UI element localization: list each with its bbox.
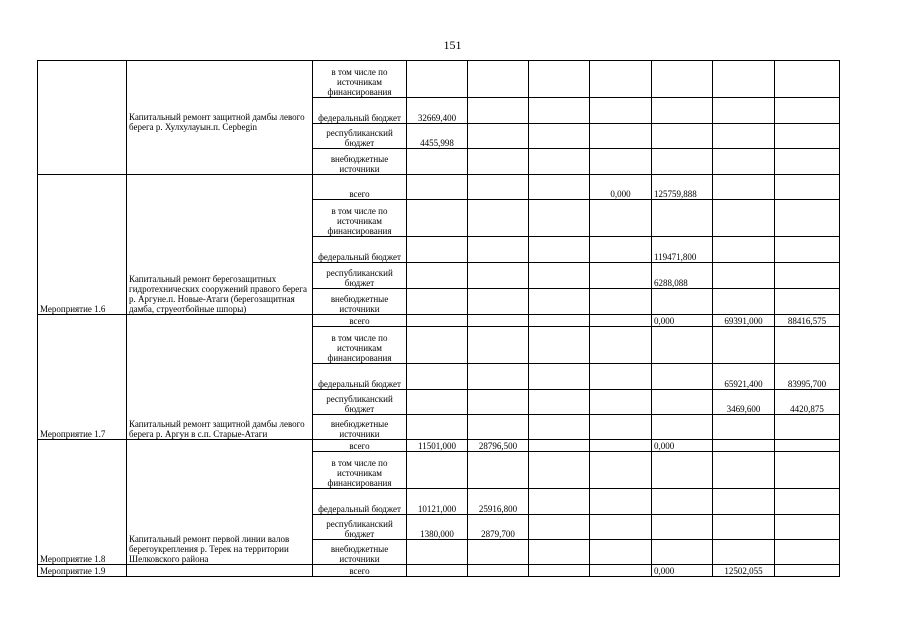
value-cell	[529, 237, 590, 263]
source-label: в том числе по источникам финансирования	[313, 61, 407, 98]
event-name-cell: Капитальный ремонт защитной дамбы левого берега р. Хулхулауын.п. Серbegin	[127, 61, 313, 175]
value-cell	[652, 124, 713, 149]
event-label: Мероприятие 1.8	[38, 440, 127, 565]
value-cell	[590, 540, 652, 565]
value-cell	[468, 61, 529, 98]
value-cell	[590, 489, 652, 515]
source-label: федеральный бюджет	[313, 237, 407, 263]
source-label: федеральный бюджет	[313, 98, 407, 124]
value-cell	[468, 175, 529, 200]
value-cell	[775, 237, 840, 263]
source-label: республиканский бюджет	[313, 515, 407, 540]
value-cell	[775, 124, 840, 149]
value-cell	[590, 390, 652, 415]
value-cell	[529, 149, 590, 175]
table-row	[38, 440, 840, 452]
value-cell	[713, 124, 775, 149]
value-cell	[590, 315, 652, 327]
value-cell	[529, 175, 590, 200]
source-label: всего	[313, 175, 407, 200]
event-label: Мероприятие 1.6	[38, 175, 127, 315]
value-cell: 28796,500	[468, 440, 529, 452]
value-cell	[468, 124, 529, 149]
source-label: всего	[313, 565, 407, 577]
value-cell	[407, 390, 468, 415]
value-cell	[529, 390, 590, 415]
value-cell	[713, 200, 775, 237]
value-cell	[775, 61, 840, 98]
value-cell	[407, 61, 468, 98]
value-cell	[468, 390, 529, 415]
value-cell	[529, 565, 590, 577]
table-row	[38, 565, 840, 577]
source-label: внебюджетные источники	[313, 149, 407, 175]
value-cell	[713, 452, 775, 489]
value-cell	[468, 327, 529, 364]
value-cell	[713, 263, 775, 289]
value-cell	[652, 289, 713, 315]
value-cell	[713, 289, 775, 315]
value-cell	[775, 289, 840, 315]
value-cell	[407, 540, 468, 565]
source-label: республиканский бюджет	[313, 124, 407, 149]
value-cell	[775, 327, 840, 364]
value-cell	[713, 489, 775, 515]
source-label: в том числе по источникам финансирования	[313, 200, 407, 237]
value-cell	[468, 263, 529, 289]
value-cell: 12502,055	[713, 565, 775, 577]
value-cell	[713, 237, 775, 263]
value-cell	[590, 149, 652, 175]
value-cell: 6288,088	[652, 263, 713, 289]
value-cell: 0,000	[652, 315, 713, 327]
value-cell	[529, 289, 590, 315]
value-cell	[529, 98, 590, 124]
source-label: внебюджетные источники	[313, 289, 407, 315]
value-cell: 83995,700	[775, 364, 840, 390]
value-cell	[652, 452, 713, 489]
source-label: федеральный бюджет	[313, 489, 407, 515]
event-cell	[38, 61, 127, 175]
value-cell: 4420,875	[775, 390, 840, 415]
value-cell: 0,000	[590, 175, 652, 200]
value-cell	[590, 440, 652, 452]
value-cell	[652, 149, 713, 175]
value-cell	[713, 327, 775, 364]
source-label: всего	[313, 315, 407, 327]
financing-table	[37, 60, 840, 577]
value-cell	[652, 390, 713, 415]
value-cell	[529, 440, 590, 452]
value-cell	[468, 364, 529, 390]
value-cell	[713, 440, 775, 452]
source-label: всего	[313, 440, 407, 452]
value-cell: 119471,800	[652, 237, 713, 263]
value-cell	[407, 149, 468, 175]
event-name-cell: Капитальный ремонт защитной дамбы левого берега р. Аргун в с.п. Старые-Атаги	[127, 315, 313, 440]
value-cell	[407, 415, 468, 440]
value-cell	[652, 415, 713, 440]
value-cell	[407, 452, 468, 489]
value-cell: 125759,888	[652, 175, 713, 200]
value-cell	[775, 489, 840, 515]
value-cell	[775, 452, 840, 489]
value-cell	[775, 263, 840, 289]
page-number: 151	[443, 38, 462, 52]
source-label: республиканский бюджет	[313, 390, 407, 415]
value-cell: 11501,000	[407, 440, 468, 452]
event-name-cell: Капитальный ремонт берегозащитных гидротехнических сооружений правого берега р. Аргуне.п. Новые-Атаги (берегозащитная дамба, струеотбойные шпоры)	[127, 175, 313, 315]
value-cell	[652, 327, 713, 364]
value-cell	[713, 415, 775, 440]
value-cell	[590, 263, 652, 289]
source-label: федеральный бюджет	[313, 364, 407, 390]
value-cell	[590, 237, 652, 263]
value-cell	[590, 452, 652, 489]
value-cell	[468, 98, 529, 124]
event-label: Мероприятие 1.9	[38, 565, 127, 577]
value-cell	[652, 98, 713, 124]
table-row	[38, 175, 840, 200]
value-cell	[652, 515, 713, 540]
value-cell: 2879,700	[468, 515, 529, 540]
value-cell: 32669,400	[407, 98, 468, 124]
value-cell	[652, 364, 713, 390]
value-cell	[775, 440, 840, 452]
value-cell	[590, 289, 652, 315]
value-cell	[529, 540, 590, 565]
value-cell	[468, 149, 529, 175]
value-cell	[713, 540, 775, 565]
value-cell	[529, 61, 590, 98]
source-label: в том числе по источникам финансирования	[313, 327, 407, 364]
source-label: в том числе по источникам финансирования	[313, 452, 407, 489]
value-cell	[713, 61, 775, 98]
value-cell	[407, 327, 468, 364]
value-cell	[407, 565, 468, 577]
value-cell	[468, 540, 529, 565]
value-cell	[468, 452, 529, 489]
value-cell	[529, 452, 590, 489]
value-cell	[590, 61, 652, 98]
value-cell	[529, 515, 590, 540]
value-cell	[775, 149, 840, 175]
value-cell	[529, 263, 590, 289]
value-cell	[407, 175, 468, 200]
value-cell	[407, 364, 468, 390]
source-label: республиканский бюджет	[313, 263, 407, 289]
value-cell	[407, 200, 468, 237]
value-cell: 25916,800	[468, 489, 529, 515]
value-cell	[529, 327, 590, 364]
value-cell: 0,000	[652, 440, 713, 452]
value-cell	[590, 515, 652, 540]
value-cell: 4455,998	[407, 124, 468, 149]
value-cell	[407, 237, 468, 263]
value-cell	[468, 237, 529, 263]
value-cell	[652, 489, 713, 515]
value-cell	[529, 489, 590, 515]
value-cell	[713, 515, 775, 540]
value-cell	[529, 124, 590, 149]
value-cell	[775, 200, 840, 237]
value-cell	[590, 415, 652, 440]
value-cell: 88416,575	[775, 315, 840, 327]
event-label: Мероприятие 1.7	[38, 315, 127, 440]
value-cell	[652, 540, 713, 565]
event-name-cell	[127, 565, 313, 577]
value-cell	[590, 124, 652, 149]
value-cell	[529, 315, 590, 327]
value-cell	[468, 315, 529, 327]
value-cell	[775, 415, 840, 440]
value-cell	[775, 540, 840, 565]
source-label: внебюджетные источники	[313, 415, 407, 440]
value-cell	[775, 565, 840, 577]
value-cell	[468, 289, 529, 315]
value-cell	[590, 364, 652, 390]
value-cell	[468, 565, 529, 577]
source-label: внебюджетные источники	[313, 540, 407, 565]
value-cell: 1380,000	[407, 515, 468, 540]
value-cell	[590, 98, 652, 124]
value-cell	[775, 515, 840, 540]
value-cell	[652, 200, 713, 237]
value-cell: 0,000	[652, 565, 713, 577]
value-cell	[407, 315, 468, 327]
value-cell	[713, 175, 775, 200]
value-cell	[407, 263, 468, 289]
value-cell	[468, 415, 529, 440]
value-cell	[590, 200, 652, 237]
value-cell	[529, 200, 590, 237]
table-row	[38, 315, 840, 327]
value-cell: 3469,600	[713, 390, 775, 415]
value-cell	[713, 149, 775, 175]
value-cell	[529, 364, 590, 390]
value-cell: 65921,400	[713, 364, 775, 390]
value-cell	[713, 98, 775, 124]
value-cell	[590, 565, 652, 577]
value-cell	[590, 327, 652, 364]
value-cell	[775, 175, 840, 200]
value-cell	[775, 98, 840, 124]
value-cell	[529, 415, 590, 440]
table-row	[38, 61, 840, 98]
value-cell: 10121,000	[407, 489, 468, 515]
event-name-cell: Капитальный ремонт первой линии валов берегоукрепления р. Терек на территории Шелковского района	[127, 440, 313, 565]
value-cell	[652, 61, 713, 98]
value-cell: 69391,000	[713, 315, 775, 327]
value-cell	[468, 200, 529, 237]
value-cell	[407, 289, 468, 315]
